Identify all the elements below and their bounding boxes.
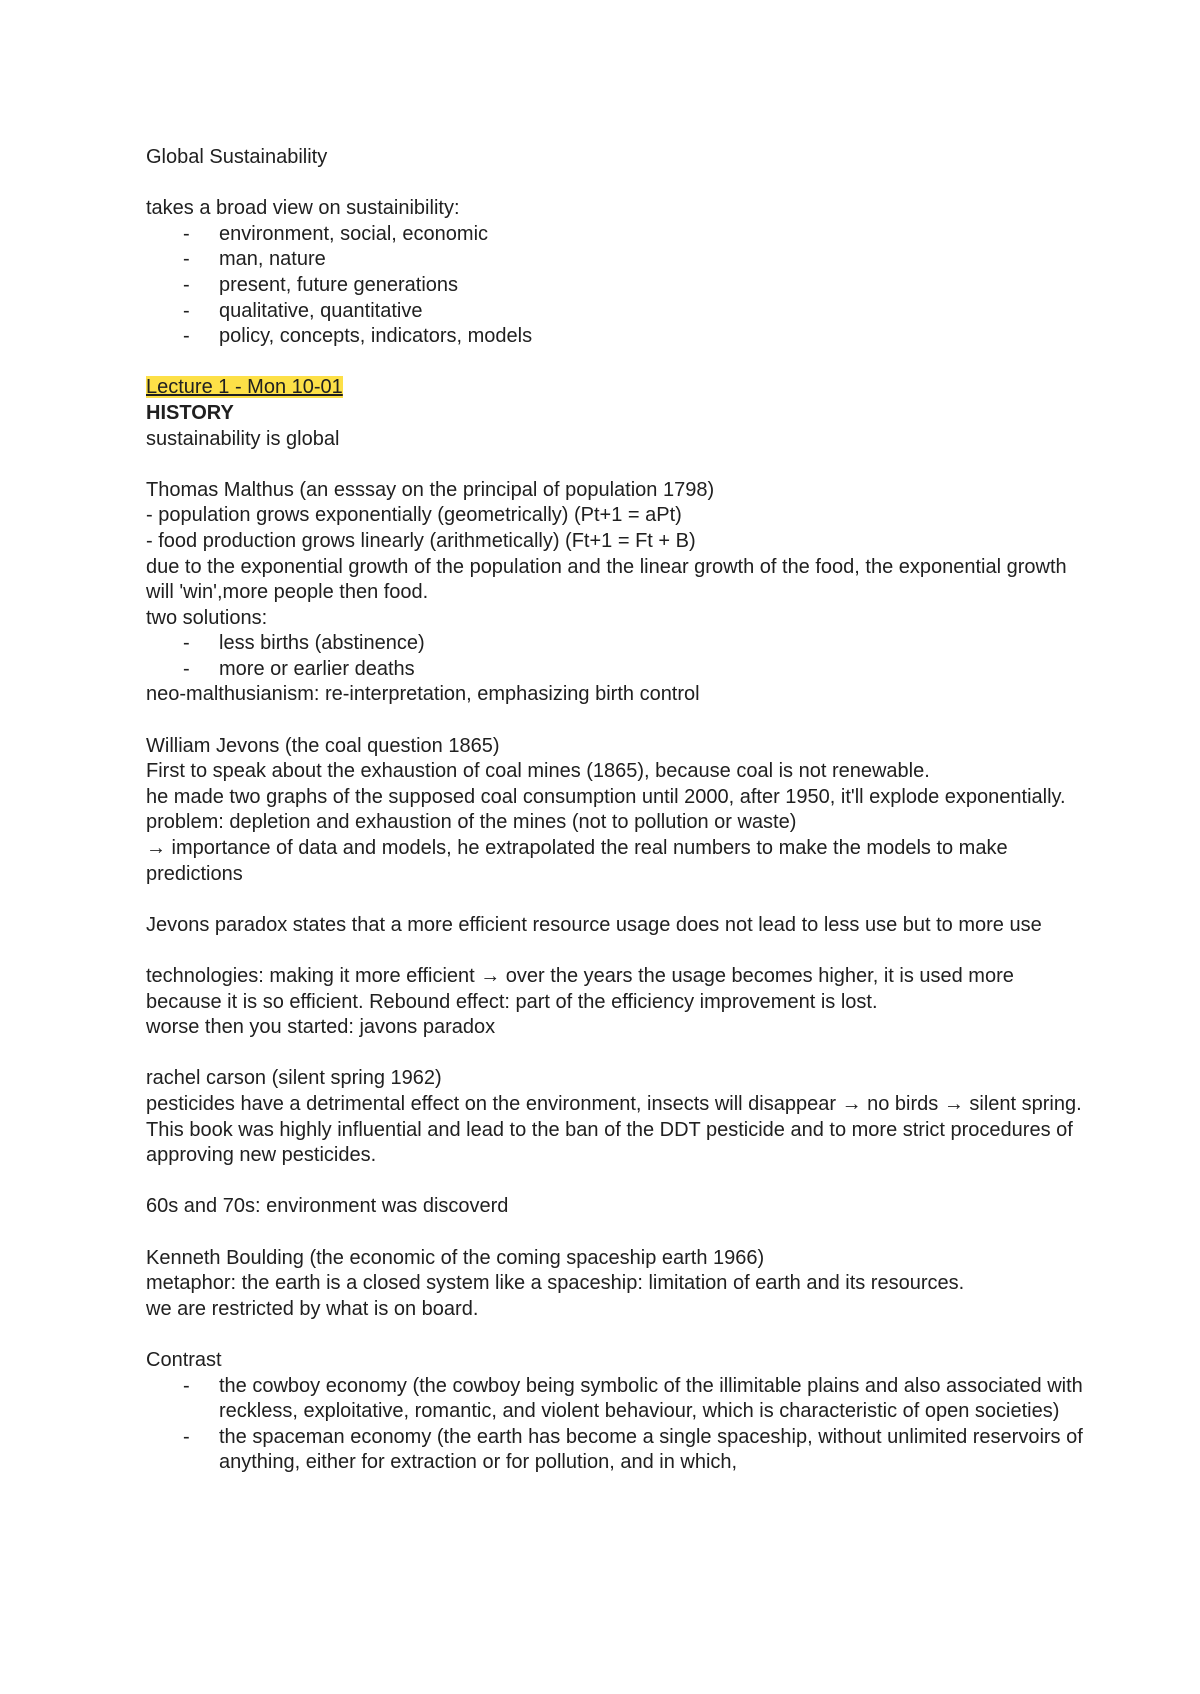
contrast-bullet <box>146 1425 1086 1476</box>
boulding-line: we are restricted by what is on board. <box>146 1297 479 1320</box>
solution-bullet <box>146 657 1086 683</box>
bullet-dash: - <box>183 222 190 245</box>
bullet-text: present, future generations <box>219 273 459 296</box>
solution-bullet <box>146 631 1086 657</box>
carson-paragraph: pesticides have a detrimental effect on the environment, insects will disappear → no birds → silent spring. This book was highly influential and lead to the ban of the DDT pesticide and to more strict procedures of approving new pesticides. <box>146 1092 1087 1167</box>
bullet-text: environment, social, economic <box>219 222 489 245</box>
bullet-text: more or earlier deaths <box>219 657 415 680</box>
solutions-lead: two solutions: <box>146 606 268 629</box>
technologies-paragraph: technologies: making it more efficient → over the years the usage becomes higher, it is used more because it is so efficient. Rebound effect: part of the efficiency improvement is lost. <box>146 965 1020 1013</box>
carson-heading: rachel carson (silent spring 1962) <box>146 1067 442 1090</box>
spacer <box>146 452 1086 478</box>
bullet-text: the spaceman economy (the earth has become a single spaceship, without unlimited reservoirs of anything, either for extraction or for pollution, and in which, <box>219 1425 1083 1474</box>
spacer <box>146 350 1086 376</box>
intro-bullet <box>146 299 1086 325</box>
intro-bullet <box>146 324 1086 350</box>
jevons-heading: William Jevons (the coal question 1865) <box>146 734 500 757</box>
jevons-line: he made two graphs of the supposed coal consumption until 2000, after 1950, it'll explode exponentially. <box>146 785 1066 808</box>
jevons-line: → importance of data and models, he extrapolated the real numbers to make the models to make predictions <box>146 837 1014 885</box>
section-subtitle: sustainability is global <box>146 427 340 450</box>
contrast-bullet <box>146 1374 1086 1425</box>
spacer <box>146 708 1086 734</box>
bullet-text: man, nature <box>219 248 326 271</box>
bullet-dash: - <box>183 657 190 680</box>
spacer <box>146 1041 1086 1067</box>
intro-lead: takes a broad view on sustainibility: <box>146 197 460 220</box>
boulding-line: metaphor: the earth is a closed system like a spaceship: limitation of earth and its resources. <box>146 1272 965 1295</box>
bullet-dash: - <box>183 248 190 271</box>
bullet-dash: - <box>183 1425 190 1448</box>
spacer <box>146 887 1086 913</box>
bullet-dash: - <box>183 1374 190 1397</box>
bullet-dash: - <box>183 325 190 348</box>
bullet-dash: - <box>183 273 190 296</box>
boulding-heading: Kenneth Boulding (the economic of the coming spaceship earth 1966) <box>146 1246 765 1269</box>
neo-malthusianism: neo-malthusianism: re-interpretation, emphasizing birth control <box>146 683 700 706</box>
document-title: Global Sustainability <box>146 146 328 168</box>
bullet-dash: - <box>183 299 190 322</box>
spacer <box>146 171 1086 197</box>
intro-bullet <box>146 222 1086 248</box>
bullet-text: the cowboy economy (the cowboy being symbolic of the illimitable plains and also associated with reckless, exploitative, romantic, and violent behaviour, which is characteristic of open societies) <box>219 1374 1083 1423</box>
spacer <box>146 938 1086 964</box>
bullet-text: qualitative, quantitative <box>219 299 423 322</box>
jevons-paradox: Jevons paradox states that a more efficient resource usage does not lead to less use but to more use <box>146 913 1042 936</box>
malthus-line: - population grows exponentially (geometrically) (Pt+1 = aPt) <box>146 504 682 527</box>
spacer <box>146 1169 1086 1195</box>
lecture-heading-line <box>146 375 1086 401</box>
lecture-heading: Lecture 1 - Mon 10-01 <box>146 376 343 399</box>
sixties-line: 60s and 70s: environment was discoverd <box>146 1195 509 1218</box>
malthus-paragraph: due to the exponential growth of the population and the linear growth of the food, the exponential growth will 'win',more people then food. <box>146 555 1073 604</box>
jevons-line: problem: depletion and exhaustion of the mines (not to pollution or waste) <box>146 811 797 834</box>
malthus-heading: Thomas Malthus (an esssay on the principal of population 1798) <box>146 478 715 501</box>
bullet-dash: - <box>183 632 190 655</box>
bullet-text: policy, concepts, indicators, models <box>219 325 533 348</box>
bullet-text: less births (abstinence) <box>219 632 425 655</box>
spacer <box>146 1322 1086 1348</box>
section-heading: HISTORY <box>146 401 234 424</box>
contrast-heading: Contrast <box>146 1348 222 1371</box>
document-page <box>146 145 1086 1476</box>
jevons-line: First to speak about the exhaustion of coal mines (1865), because coal is not renewable. <box>146 760 930 783</box>
intro-bullet <box>146 247 1086 273</box>
malthus-line: - food production grows linearly (arithmetically) (Ft+1 = Ft + B) <box>146 529 696 552</box>
intro-bullet <box>146 273 1086 299</box>
spacer <box>146 1220 1086 1246</box>
worse-line: worse then you started: javons paradox <box>146 1016 496 1039</box>
